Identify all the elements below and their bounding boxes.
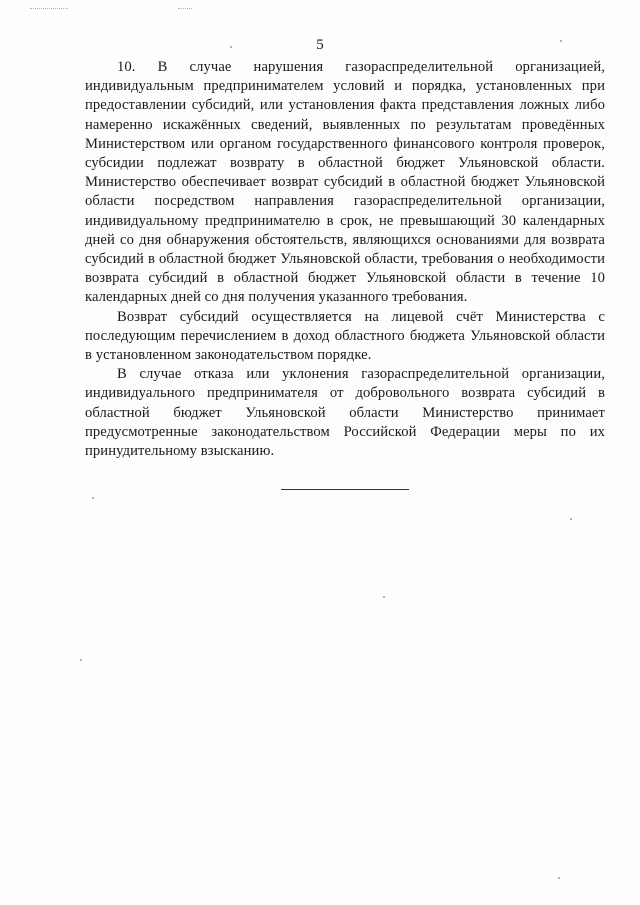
scan-speck <box>560 40 562 42</box>
paragraph-return-account: Возврат субсидий осуществляется на лицевой счёт Министерства с последующим перечислением в доход областного бюджета Ульяновской области в установленном законодательством порядке. <box>85 308 605 364</box>
page-number: 5 <box>316 37 324 53</box>
scan-speck <box>570 518 572 520</box>
scan-artifact <box>30 8 68 10</box>
paragraph-enforced-recovery: В случае отказа или уклонения газораспределительной организации, индивидуального предпринимателя от добровольного возврата субсидий в областной бюджет Ульяновской области Министерство принимает предусмотренные законодательством Российской Федерации меры по их принудительному взысканию. <box>85 366 605 460</box>
scan-speck <box>230 46 232 48</box>
scan-speck <box>92 497 94 499</box>
scan-speck <box>558 877 560 879</box>
scan-speck <box>80 659 82 661</box>
scan-speck <box>383 596 385 598</box>
end-of-text-divider <box>281 489 409 490</box>
paragraph-subsidy-return: 10. В случае нарушения газораспределительной организацией, индивидуальным предпринимателем условий и порядка, установленных при предоставлении субсидий, или установления факта представления ложных либо намеренно искажённых сведений, выявленных по результатам проведённых Министерством или органом государственного финансового контроля проверок, субсидии подлежат возврату в областной бюджет Ульяновской области. Министерство обеспечивает возврат субсидий в областной бюджет Ульяновской области посредством направления газораспределительной организации, индивидуальному предпринимателю в срок, не превышающий 30 календарных дней со дня обнаружения обстоятельств, являющихся основаниями для возврата субсидий в областной бюджет Ульяновской области, требования о необходимости возврата субсидий в областной бюджет Ульяновской области в течение 10 календарных дней со дня получения указанного требования. <box>85 59 605 306</box>
document-body <box>85 58 605 461</box>
scan-artifact <box>178 8 192 10</box>
